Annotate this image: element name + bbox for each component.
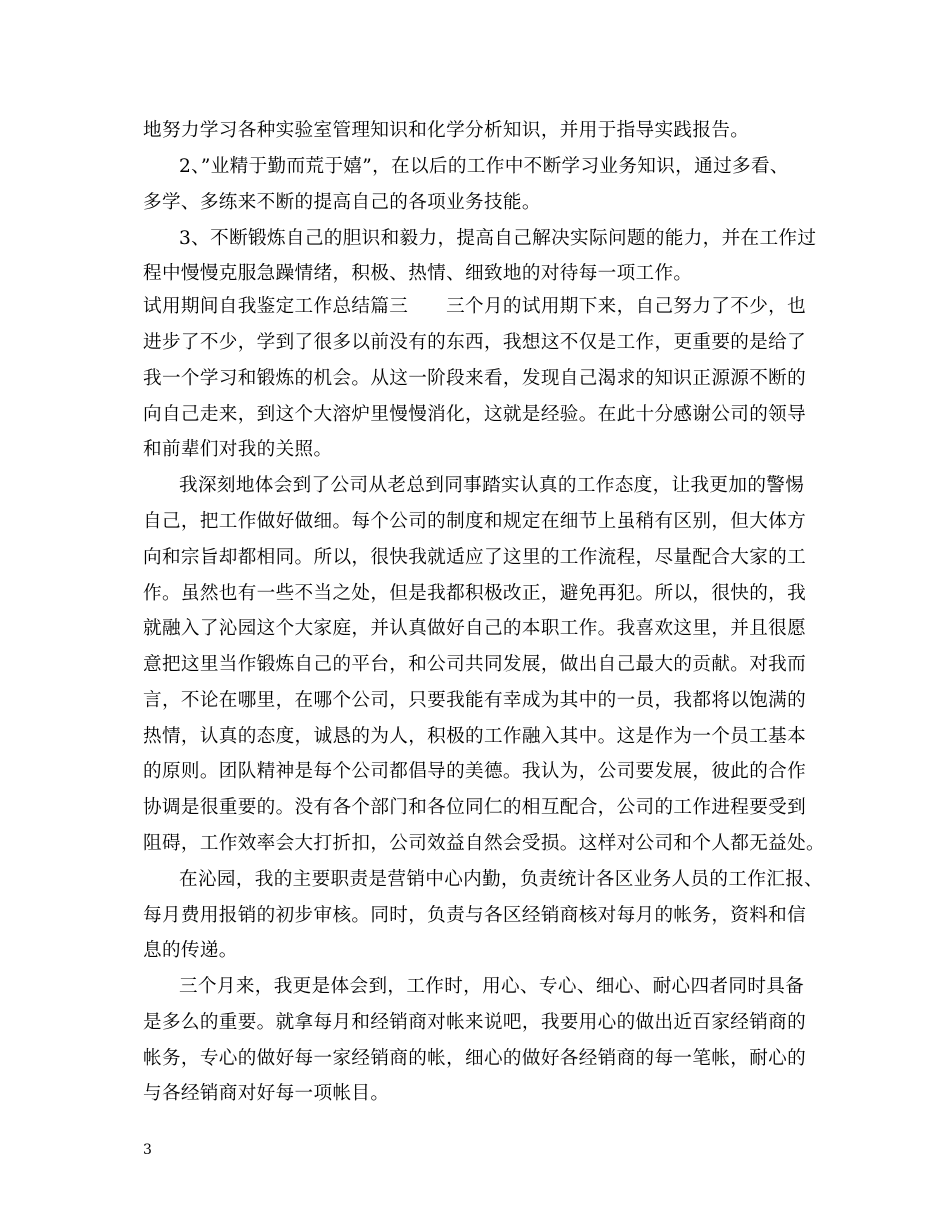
text-line: 协调是很重要的。没有各个部门和各位同仁的相互配合，公司的工作进程要受到 — [143, 797, 807, 818]
text-line: 多学、多练来不断的提高自己的各项业务技能。 — [143, 192, 541, 213]
text-line: 意把这里当作锻炼自己的平台，和公司共同发展，做出自己最大的贡献。对我而 — [143, 654, 807, 675]
text-line: 向自己走来，到这个大溶炉里慢慢消化，这就是经验。在此十分感谢公司的领导 — [143, 404, 807, 425]
text-line: 进步了不少，学到了很多以前没有的东西，我想这不仅是工作，更重要的是给了 — [143, 332, 807, 353]
text-line: 自己，把工作做好做细。每个公司的制度和规定在细节上虽稍有区别，但大体方 — [143, 511, 807, 532]
text-line: 息的传递。 — [143, 940, 238, 961]
text-line: 是多么的重要。就拿每月和经销商对帐来说吧，我要用心的做出近百家经销商的 — [143, 1012, 807, 1033]
text-line: 三个月来，我更是体会到，工作时，用心、专心、细心、耐心四者同时具备 — [179, 976, 805, 997]
text-line: 作。虽然也有一些不当之处，但是我都积极改正，避免再犯。所以，很快的，我 — [143, 583, 807, 604]
text-line: 向和宗旨却都相同。所以，很快我就适应了这里的工作流程，尽量配合大家的工 — [143, 547, 807, 568]
text-line: 和前辈们对我的关照。 — [143, 439, 333, 460]
text-line: 的原则。团队精神是每个公司都倡导的美德。我认为，公司要发展，彼此的合作 — [143, 761, 807, 782]
text-line: 我一个学习和锻炼的机会。从这一阶段来看，发现自己渴求的知识正源源不断的 — [143, 368, 807, 389]
text-line: 程中慢慢克服急躁情绪，积极、热情、细致地的对待每一项工作。 — [143, 263, 693, 284]
text-line: 帐务，专心的做好每一家经销商的帐，细心的做好各经销商的每一笔帐，耐心的 — [143, 1048, 807, 1069]
text-line: 我深刻地体会到了公司从老总到同事踏实认真的工作态度，让我更加的警惕 — [179, 475, 805, 496]
text-line: 言，不论在哪里，在哪个公司，只要我能有幸成为其中的一员，我都将以饱满的 — [143, 690, 807, 711]
page-number: 3 — [143, 1142, 152, 1158]
text-line: 3、不断锻炼自己的胆识和毅力，提高自己解决实际问题的能力，并在工作过 — [179, 228, 817, 249]
text-line: 与各经销商对好每一项帐目。 — [143, 1083, 390, 1104]
text-line: 每月费用报销的初步审核。同时，负责与各区经销商核对每月的帐务，资料和信 — [143, 905, 807, 926]
section-heading-line: 试用期间自我鉴定工作总结篇三 三个月的试用期下来，自己努力了不少，也 — [143, 296, 807, 317]
text-line: 地努力学习各种实验室管理知识和化学分析知识，并用于指导实践报告。 — [143, 120, 750, 141]
text-line: 阻碍，工作效率会大打折扣，公司效益自然会受损。这样对公司和个人都无益处。 — [143, 833, 825, 854]
text-line: 在沁园，我的主要职责是营销中心内勤，负责统计各区业务人员的工作汇报、 — [179, 869, 824, 890]
text-line: 2、”业精于勤而荒于嬉”，在以后的工作中不断学习业务知识，通过多看、 — [179, 156, 789, 177]
text-line: 热情，认真的态度，诚恳的为人，积极的工作融入其中。这是作为一个员工基本 — [143, 726, 807, 747]
text-line: 就融入了沁园这个大家庭，并认真做好自己的本职工作。我喜欢这里，并且很愿 — [143, 618, 807, 639]
